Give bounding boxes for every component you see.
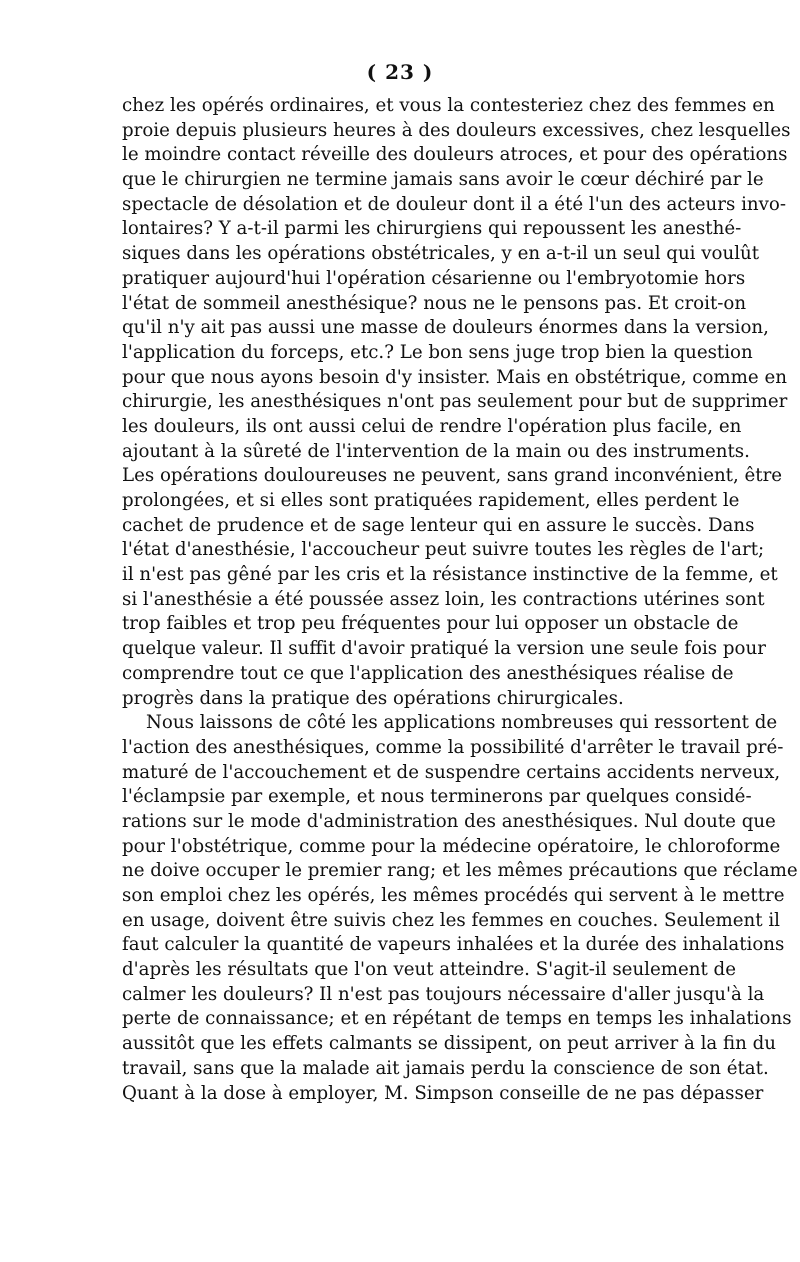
paragraph (122, 711, 798, 1106)
text-line: travail, sans que la malade ait jamais perdu la conscience de son état. (122, 1057, 769, 1079)
text-line: comprendre tout ce que l'application des anesthésiques réalise de (122, 662, 734, 684)
text-line: l'éclampsie par exemple, et nous terminerons par quelques considé- (122, 786, 752, 808)
text-line: Nous laissons de côté les applications nombreuses qui ressortent de (146, 712, 778, 734)
text-line: rations sur le mode d'administration des anesthésiques. Nul doute que (122, 810, 776, 832)
text-line: Quant à la dose à employer, M. Simpson conseille de ne pas dépasser (122, 1082, 764, 1104)
text-line: perte de connaissance; et en répétant de temps en temps les inhalations (122, 1008, 792, 1030)
text-line: siques dans les opérations obstétricales, y en a-t-il un seul qui voulût (122, 243, 760, 265)
text-line: l'application du forceps, etc.? Le bon sens juge trop bien la question (122, 341, 753, 363)
text-line: son emploi chez les opérés, les mêmes procédés qui servent à le mettre (122, 885, 785, 906)
page-number: ( 23 ) (366, 60, 434, 84)
text-line: lontaires? Y a-t-il parmi les chirurgiens qui repoussent les anesthé- (122, 218, 742, 240)
paragraph (122, 94, 791, 711)
text-line: trop faibles et trop peu fréquentes pour lui opposer un obstacle de (122, 613, 739, 635)
text-line: calmer les douleurs? Il n'est pas toujours nécessaire d'aller jusqu'à la (122, 983, 765, 1005)
text-line: d'après les résultats que l'on veut atteindre. S'agit-il seulement de (122, 959, 736, 981)
text-line: maturé de l'accouchement et de suspendre certains accidents nerveux, (122, 761, 781, 783)
text-line: progrès dans la pratique des opérations chirurgicales. (122, 687, 624, 709)
text-line: les douleurs, ils ont aussi celui de rendre l'opération plus facile, en (122, 415, 742, 437)
text-line: chez les opérés ordinaires, et vous la contesteriez chez des femmes en (122, 95, 775, 116)
text-line: pratiquer aujourd'hui l'opération césarienne ou l'embryotomie hors (122, 267, 746, 289)
text-line: que le chirurgien ne termine jamais sans avoir le cœur déchiré par le (122, 169, 764, 191)
text-line: proie depuis plusieurs heures à des douleurs excessives, chez lesquelles (122, 119, 791, 141)
text-line: l'action des anesthésiques, comme la possibilité d'arrêter le travail pré- (122, 736, 784, 758)
text-line: pour que nous ayons besoin d'y insister. Mais en obstétrique, comme en (122, 366, 787, 388)
text-line: quelque valeur. Il suffit d'avoir pratiqué la version une seule fois pour (122, 638, 766, 660)
text-line: spectacle de désolation et de douleur dont il a été l'un des acteurs invo- (122, 193, 786, 215)
text-line: Les opérations douloureuses ne peuvent, sans grand inconvénient, être (122, 465, 783, 487)
text-line: prolongées, et si elles sont pratiquées rapidement, elles perdent le (122, 490, 740, 511)
text-line: le moindre contact réveille des douleurs atroces, et pour des opérations (122, 144, 788, 166)
text-line: l'état de sommeil anesthésique? nous ne le pensons pas. Et croit-on (122, 292, 747, 314)
text-line: ajoutant à la sûreté de l'intervention de la main ou des instruments. (122, 440, 750, 462)
text-line: l'état d'anesthésie, l'accoucheur peut suivre toutes les règles de l'art; (122, 539, 765, 561)
text-line: chirurgie, les anesthésiques n'ont pas seulement pour but de supprimer (122, 391, 788, 413)
text-line: si l'anesthésie a été poussée assez loin, les contractions utérines sont (122, 588, 765, 610)
text-line: aussitôt que les effets calmants se dissipent, on peut arriver à la fin du (122, 1033, 777, 1055)
text-line: qu'il n'y ait pas aussi une masse de douleurs énormes dans la version, (122, 317, 769, 339)
text-line: faut calculer la quantité de vapeurs inhalées et la durée des inhalations (122, 934, 785, 956)
body-text (122, 94, 798, 1106)
text-line: cachet de prudence et de sage lenteur qui en assure le succès. Dans (122, 514, 755, 536)
text-line: pour l'obstétrique, comme pour la médecine opératoire, le chloroforme (122, 835, 781, 857)
text-line: ne doive occuper le premier rang; et les mêmes précautions que réclame (122, 860, 798, 882)
text-line: en usage, doivent être suivis chez les femmes en couches. Seulement il (122, 909, 780, 931)
text-line: il n'est pas gêné par les cris et la résistance instinctive de la femme, et (122, 564, 778, 586)
